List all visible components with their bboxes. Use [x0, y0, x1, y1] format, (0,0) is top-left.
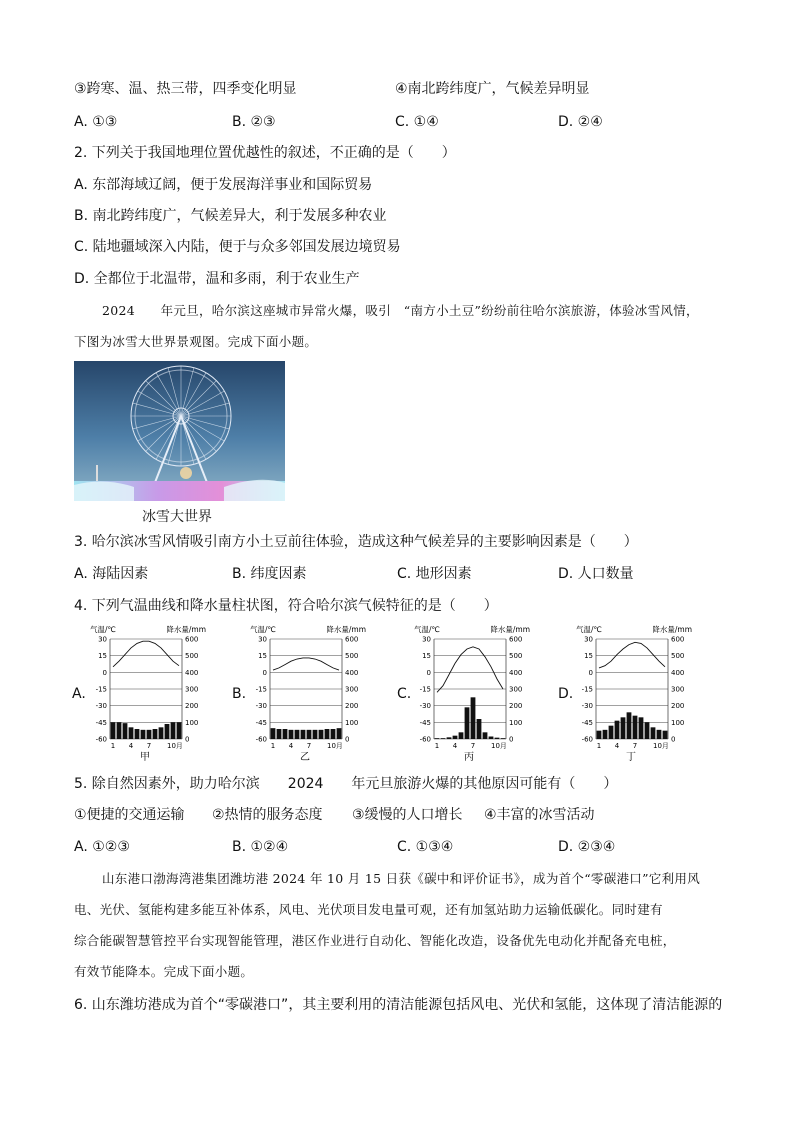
precip-bar	[331, 729, 336, 739]
precip-bar	[477, 719, 482, 739]
temperature-curve	[599, 642, 665, 668]
precip-bar	[325, 729, 330, 739]
left-tick-label: -30	[255, 702, 267, 711]
precip-bar	[663, 731, 668, 739]
right-tick-label: 300	[345, 685, 359, 694]
precip-bar	[657, 730, 662, 739]
month-tick-label: 1	[596, 742, 602, 750]
precip-bar	[459, 732, 464, 739]
right-tick-label: 0	[345, 735, 350, 744]
y-axis-left-label: 气温/℃	[576, 625, 602, 634]
precip-bar	[271, 728, 276, 739]
left-tick-label: -45	[95, 718, 107, 727]
month-tick-label: 7	[306, 742, 312, 750]
precip-bar	[603, 730, 608, 739]
precip-bar	[135, 729, 140, 739]
left-tick-label: 30	[98, 635, 107, 644]
q2-option-a[interactable]: A. 东部海域辽阔，便于发展海洋事业和国际贸易	[74, 177, 373, 193]
right-tick-label: 0	[671, 735, 676, 744]
chart-name: 丙	[464, 752, 474, 763]
precip-bar	[501, 738, 506, 739]
month-tick-label: 7	[632, 742, 638, 750]
precip-bar	[129, 727, 134, 739]
precip-bar	[597, 731, 602, 739]
month-tick-label: 7	[470, 742, 476, 750]
right-tick-label: 100	[509, 718, 523, 727]
y-axis-left-label: 气温/℃	[250, 625, 276, 634]
right-tick-label: 300	[509, 685, 523, 694]
left-tick-label: 15	[584, 652, 593, 661]
q1-option-a[interactable]: A. ①③	[74, 114, 118, 130]
right-tick-label: 100	[185, 718, 199, 727]
passage-harbin-1: 2024 年元旦，哈尔滨这座城市异常火爆，吸引 “南方小土豆”纷纷前往哈尔滨旅游，体验冰雪风情，	[102, 303, 699, 318]
precip-bar	[645, 722, 650, 739]
left-tick-label: -45	[419, 718, 431, 727]
right-tick-label: 0	[509, 735, 514, 744]
month-tick-label: 1	[270, 742, 276, 750]
left-tick-label: 0	[588, 668, 593, 677]
q3-option-a[interactable]: A. 海陆因素	[74, 566, 149, 582]
y-axis-right-label: 降水量/mm	[326, 625, 366, 634]
right-tick-label: 500	[345, 652, 359, 661]
left-tick-label: -45	[581, 718, 593, 727]
ice-snow-world-photo	[74, 361, 285, 501]
left-tick-label: -30	[581, 702, 593, 711]
precip-bar	[147, 730, 152, 739]
left-tick-label: 30	[422, 635, 431, 644]
left-tick-label: -60	[419, 735, 431, 744]
month-tick-label: 4	[128, 742, 134, 750]
chart-name: 丁	[626, 752, 636, 763]
precip-bar	[621, 717, 626, 739]
left-tick-label: -30	[95, 702, 107, 711]
y-axis-left-label: 气温/℃	[90, 625, 116, 634]
q2-option-c[interactable]: C. 陆地疆域深入内陆，便于与众多邻国发展边境贸易	[74, 239, 401, 255]
climate-chart-c	[414, 623, 530, 763]
q5-option-c[interactable]: C. ①③④	[397, 839, 454, 855]
passage-port-3: 综合能碳智慧管控平台实现智能管理，港区作业进行自动化、智能化改造，设备优先电动化并配备充电桩，	[74, 933, 676, 948]
q5-option-d[interactable]: D. ②③④	[558, 839, 616, 855]
left-tick-label: 15	[422, 652, 431, 661]
left-tick-label: -60	[581, 735, 593, 744]
right-tick-label: 600	[185, 635, 199, 644]
q3-option-b[interactable]: B. 纬度因素	[232, 566, 307, 582]
precip-bar	[609, 726, 614, 739]
q2-option-d[interactable]: D. 全都位于北温带，温和多雨，利于农业生产	[74, 271, 360, 287]
right-tick-label: 400	[185, 668, 199, 677]
precip-bar	[465, 707, 470, 739]
q5-item-1: ①便捷的交通运输	[74, 807, 185, 823]
precip-bar	[171, 722, 176, 739]
left-tick-label: -15	[95, 685, 107, 694]
precip-bar	[117, 722, 122, 739]
precip-bar	[295, 730, 300, 739]
left-tick-label: -15	[255, 685, 267, 694]
left-tick-label: 15	[258, 652, 267, 661]
right-tick-label: 200	[345, 702, 359, 711]
q4-option-c[interactable]: C.	[397, 686, 412, 702]
precip-bar	[283, 729, 288, 739]
q5-option-a[interactable]: A. ①②③	[74, 839, 130, 855]
option-3-text: ③跨寒、温、热三带，四季变化明显	[74, 81, 297, 97]
right-tick-label: 200	[185, 702, 199, 711]
precip-bar	[483, 732, 488, 739]
month-tick-label: 10月	[653, 742, 669, 750]
right-tick-label: 200	[509, 702, 523, 711]
y-axis-left-label: 气温/℃	[414, 625, 440, 634]
precip-bar	[453, 736, 458, 739]
temperature-curve	[273, 658, 339, 670]
right-tick-label: 500	[509, 652, 523, 661]
right-tick-label: 400	[345, 668, 359, 677]
q4-option-d[interactable]: D.	[558, 686, 574, 702]
passage-harbin-2: 下图为冰雪大世界景观图。完成下面小题。	[74, 334, 318, 349]
climate-chart-d	[576, 623, 692, 763]
right-tick-label: 600	[671, 635, 685, 644]
right-tick-label: 400	[671, 668, 685, 677]
q2-option-b[interactable]: B. 南北跨纬度广，气候差异大，利于发展多种农业	[74, 208, 387, 224]
question-6: 6. 山东潍坊港成为首个“零碳港口”，其主要利用的清洁能源包括风电、光伏和氢能，这体现了清洁能源的	[74, 997, 723, 1013]
precip-bar	[301, 730, 306, 739]
option-4-text: ④南北跨纬度广，气候差异明显	[395, 81, 590, 97]
q1-option-b[interactable]: B. ②③	[232, 114, 276, 130]
right-tick-label: 500	[185, 652, 199, 661]
right-tick-label: 100	[345, 718, 359, 727]
passage-port-1: 山东港口渤海湾港集团潍坊港 2024 年 10 月 15 日获《碳中和评价证书》，成为首个“零碳港口”它利用风	[102, 871, 700, 886]
precip-bar	[489, 737, 494, 740]
precip-bar	[177, 722, 182, 739]
right-tick-label: 300	[671, 685, 685, 694]
precip-bar	[153, 729, 158, 739]
photo-caption: 冰雪大世界	[142, 509, 212, 525]
precip-bar	[615, 721, 620, 739]
y-axis-right-label: 降水量/mm	[490, 625, 530, 634]
precip-bar	[441, 738, 446, 739]
q5-item-3: ③缓慢的人口增长	[352, 807, 463, 823]
left-tick-label: -45	[255, 718, 267, 727]
precip-bar	[123, 723, 128, 739]
chart-name: 乙	[300, 752, 310, 763]
precip-bar	[307, 730, 312, 739]
question-4: 4. 下列气温曲线和降水量柱状图，符合哈尔滨气候特征的是（ ）	[74, 598, 498, 614]
precip-bar	[289, 730, 294, 739]
precip-bar	[277, 729, 282, 739]
right-tick-label: 400	[509, 668, 523, 677]
left-tick-label: 30	[258, 635, 267, 644]
precip-bar	[319, 730, 324, 739]
left-tick-label: 0	[102, 668, 107, 677]
q5-option-b[interactable]: B. ①②④	[232, 839, 289, 855]
left-tick-label: -15	[419, 685, 431, 694]
passage-port-4: 有效节能降本。完成下面小题。	[74, 964, 254, 979]
right-tick-label: 200	[671, 702, 685, 711]
month-tick-label: 1	[434, 742, 440, 750]
q1-option-c[interactable]: C. ①④	[395, 114, 439, 130]
climate-chart-a	[90, 623, 206, 763]
left-tick-label: 15	[98, 652, 107, 661]
climate-chart-b	[250, 623, 366, 763]
precip-bar	[159, 727, 164, 739]
month-tick-label: 10月	[491, 742, 507, 750]
right-tick-label: 600	[509, 635, 523, 644]
precip-bar	[627, 712, 632, 739]
right-tick-label: 600	[345, 635, 359, 644]
q3-option-d[interactable]: D. 人口数量	[558, 566, 634, 582]
q4-option-a[interactable]: A.	[72, 686, 86, 702]
left-tick-label: 30	[584, 635, 593, 644]
question-5: 5. 除自然因素外，助力哈尔滨 2024 年元旦旅游火爆的其他原因可能有（ ）	[74, 776, 618, 792]
month-tick-label: 10月	[327, 742, 343, 750]
left-tick-label: -60	[255, 735, 267, 744]
question-2: 2. 下列关于我国地理位置优越性的叙述，不正确的是（ ）	[74, 145, 456, 161]
month-tick-label: 4	[452, 742, 458, 750]
passage-port-2: 电、光伏、氢能构建多能互补体系，风电、光伏项目发电量可观，还有加氢站助力运输低碳化。同时建有	[74, 902, 663, 917]
right-tick-label: 100	[671, 718, 685, 727]
precip-bar	[435, 738, 440, 739]
precip-bar	[633, 716, 638, 739]
precip-bar	[111, 722, 116, 739]
precip-bar	[471, 697, 476, 739]
precip-bar	[447, 737, 452, 739]
right-tick-label: 300	[185, 685, 199, 694]
precip-bar	[639, 717, 644, 739]
precip-bar	[141, 730, 146, 739]
temperature-curve	[113, 641, 179, 667]
precip-bar	[165, 724, 170, 739]
precip-bar	[313, 730, 318, 739]
month-tick-label: 10月	[167, 742, 183, 750]
month-tick-label: 4	[614, 742, 620, 750]
left-tick-label: -15	[581, 685, 593, 694]
month-tick-label: 4	[288, 742, 294, 750]
month-tick-label: 7	[146, 742, 152, 750]
q4-option-b[interactable]: B.	[232, 686, 247, 702]
month-tick-label: 1	[110, 742, 116, 750]
y-axis-right-label: 降水量/mm	[652, 625, 692, 634]
right-tick-label: 0	[185, 735, 190, 744]
left-tick-label: -30	[419, 702, 431, 711]
temperature-curve	[437, 647, 503, 693]
y-axis-right-label: 降水量/mm	[166, 625, 206, 634]
left-tick-label: 0	[426, 668, 431, 677]
q5-item-2: ②热情的服务态度	[212, 807, 323, 823]
precip-bar	[651, 727, 656, 739]
precip-bar	[495, 738, 500, 739]
left-tick-label: 0	[262, 668, 267, 677]
right-tick-label: 500	[671, 652, 685, 661]
q5-item-4: ④丰富的冰雪活动	[484, 807, 595, 823]
question-3: 3. 哈尔滨冰雪风情吸引南方小土豆前往体验，造成这种气候差异的主要影响因素是（ ）	[74, 534, 638, 550]
left-tick-label: -60	[95, 735, 107, 744]
precip-bar	[337, 728, 342, 739]
chart-name: 甲	[140, 752, 150, 763]
q1-option-d[interactable]: D. ②④	[558, 114, 603, 130]
q3-option-c[interactable]: C. 地形因素	[397, 566, 472, 582]
